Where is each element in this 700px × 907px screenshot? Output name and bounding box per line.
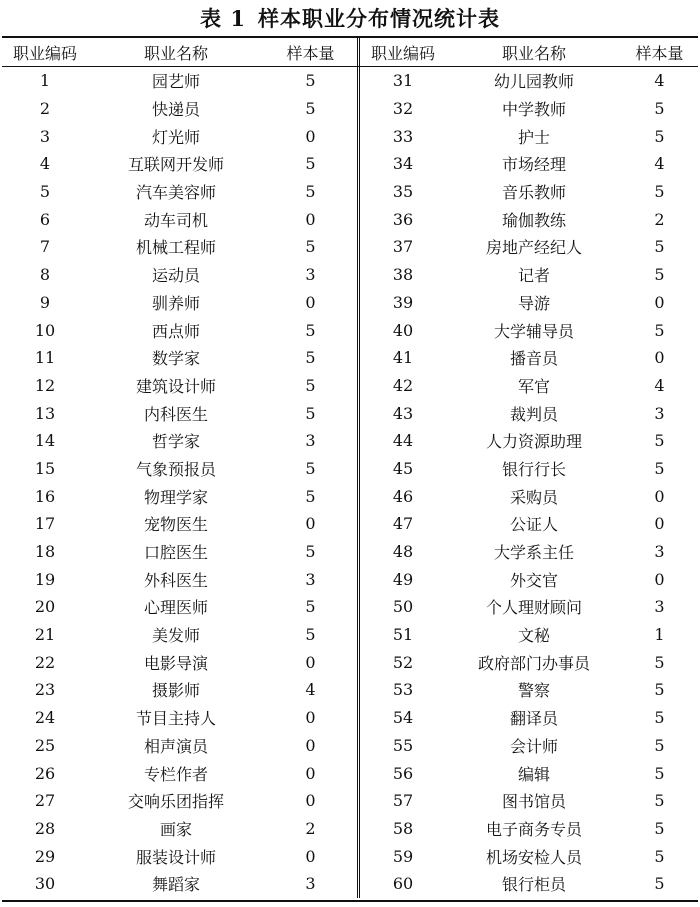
- right-name-cell: 银行柜员: [501, 875, 566, 895]
- right-name-cell: 个人理财顾问: [485, 598, 582, 618]
- right-name-cell: 银行行长: [501, 459, 566, 479]
- left-count-cell: 3: [264, 261, 360, 289]
- left-code-cell: 1: [39, 71, 51, 91]
- occupation-table: [2, 36, 698, 902]
- right-count-cell: 5: [654, 182, 665, 202]
- right-code-cell: 37: [392, 237, 414, 257]
- right-code-cell: 34: [392, 154, 414, 174]
- right-name-cell: 护士: [517, 127, 550, 147]
- right-name-cell: 大学系主任: [493, 543, 574, 563]
- left-count-cell: 5: [264, 233, 360, 261]
- right-count-cell: 0: [654, 514, 665, 534]
- right-count-cell: 5: [654, 680, 665, 700]
- right-code-cell: 35: [392, 182, 414, 202]
- table-row: [2, 870, 698, 898]
- right-name-cell: 中学教师: [501, 100, 566, 120]
- right-code-cell: 59: [392, 846, 414, 866]
- right-name-cell: 瑜伽教练: [501, 210, 566, 230]
- right-code-cell: 56: [392, 763, 414, 783]
- right-count-cell: 0: [654, 486, 665, 506]
- left-name-cell: 心理医师: [143, 598, 208, 618]
- header-name-left: 职业名称: [143, 43, 208, 63]
- left-code-cell: 23: [34, 680, 56, 700]
- table-row: [2, 482, 698, 510]
- left-count-cell: 5: [264, 593, 360, 621]
- left-name-cell: 宠物医生: [143, 515, 208, 535]
- right-count-cell: 5: [654, 99, 665, 119]
- left-count-cell: 0: [264, 842, 360, 870]
- right-code-cell: 50: [392, 597, 414, 617]
- table-row: [2, 372, 698, 400]
- left-count-cell: 3: [264, 565, 360, 593]
- right-name-cell: 大学辅导员: [493, 321, 574, 341]
- table-row: [2, 565, 698, 593]
- right-code-cell: 53: [392, 680, 414, 700]
- table-row: [2, 815, 698, 843]
- left-code-cell: 25: [34, 735, 56, 755]
- right-code-cell: 44: [392, 431, 414, 451]
- left-code-cell: 28: [34, 818, 56, 838]
- right-count-cell: 4: [654, 375, 665, 395]
- left-code-cell: 20: [34, 597, 56, 617]
- left-name-cell: 内科医生: [143, 404, 208, 424]
- right-code-cell: 39: [392, 292, 414, 312]
- right-name-cell: 记者: [517, 266, 550, 286]
- right-count-cell: 4: [654, 154, 665, 174]
- right-name-cell: 播音员: [509, 349, 558, 369]
- table-row: [2, 676, 698, 704]
- right-name-cell: 会计师: [509, 736, 558, 756]
- right-name-cell: 外交官: [509, 570, 558, 590]
- right-name-cell: 文秘: [517, 626, 550, 646]
- left-code-cell: 7: [39, 237, 51, 257]
- right-code-cell: 60: [392, 874, 414, 894]
- left-code-cell: 19: [34, 569, 56, 589]
- left-name-cell: 摄影师: [151, 681, 200, 701]
- right-code-cell: 45: [392, 458, 414, 478]
- right-name-cell: 电子商务专员: [485, 819, 582, 839]
- left-name-cell: 物理学家: [143, 487, 208, 507]
- right-count-cell: 3: [654, 403, 665, 423]
- left-count-cell: 5: [264, 372, 360, 400]
- left-name-cell: 数学家: [151, 349, 200, 369]
- left-name-cell: 哲学家: [151, 432, 200, 452]
- right-count-cell: 5: [654, 735, 665, 755]
- table-row: [2, 427, 698, 455]
- left-count-cell: 0: [264, 205, 360, 233]
- left-name-cell: 互联网开发师: [127, 155, 224, 175]
- left-name-cell: 服装设计师: [135, 847, 216, 867]
- right-count-cell: 5: [654, 126, 665, 146]
- right-count-cell: 5: [654, 846, 665, 866]
- table-row: [2, 399, 698, 427]
- right-code-cell: 52: [392, 652, 414, 672]
- left-name-cell: 汽车美容师: [135, 183, 216, 203]
- right-count-cell: 5: [654, 763, 665, 783]
- right-code-cell: 36: [392, 209, 414, 229]
- left-name-cell: 园艺师: [151, 72, 200, 92]
- left-name-cell: 建筑设计师: [135, 376, 216, 396]
- right-name-cell: 市场经理: [501, 155, 566, 175]
- left-name-cell: 电影导演: [143, 653, 208, 673]
- left-count-cell: 5: [264, 316, 360, 344]
- right-count-cell: 0: [654, 348, 665, 368]
- right-code-cell: 57: [392, 791, 414, 811]
- right-name-cell: 采购员: [509, 487, 558, 507]
- right-count-cell: 5: [654, 874, 665, 894]
- table-row: [2, 732, 698, 760]
- right-code-cell: 33: [392, 126, 414, 146]
- right-name-cell: 图书馆员: [501, 792, 566, 812]
- table-row: [2, 455, 698, 483]
- right-count-cell: 0: [654, 569, 665, 589]
- right-name-cell: 翻译员: [509, 709, 558, 729]
- left-name-cell: 节目主持人: [135, 709, 216, 729]
- right-count-cell: 0: [654, 292, 665, 312]
- left-code-cell: 4: [39, 154, 51, 174]
- right-name-cell: 机场安检人员: [485, 847, 582, 867]
- right-count-cell: 5: [654, 320, 665, 340]
- left-name-cell: 驯养师: [151, 293, 200, 313]
- header-name-right: 职业名称: [501, 43, 566, 63]
- right-code-cell: 31: [392, 71, 414, 91]
- right-count-cell: 5: [654, 265, 665, 285]
- right-code-cell: 41: [392, 348, 414, 368]
- right-count-cell: 3: [654, 597, 665, 617]
- left-code-cell: 27: [34, 791, 56, 811]
- table-header-row: [2, 38, 698, 67]
- right-count-cell: 5: [654, 818, 665, 838]
- right-count-cell: 5: [654, 708, 665, 728]
- left-code-cell: 26: [34, 763, 56, 783]
- left-code-cell: 13: [34, 403, 56, 423]
- left-count-cell: 5: [264, 95, 360, 123]
- left-code-cell: 15: [34, 458, 56, 478]
- left-name-cell: 美发师: [151, 626, 200, 646]
- left-code-cell: 10: [34, 320, 56, 340]
- right-count-cell: 5: [654, 652, 665, 672]
- left-name-cell: 交响乐团指挥: [127, 792, 224, 812]
- table-row: [2, 205, 698, 233]
- left-name-cell: 西点师: [151, 321, 200, 341]
- left-count-cell: 5: [264, 621, 360, 649]
- table-row: [2, 621, 698, 649]
- table-row: [2, 510, 698, 538]
- left-code-cell: 9: [39, 292, 51, 312]
- left-name-cell: 机械工程师: [135, 238, 216, 258]
- right-name-cell: 警察: [517, 681, 550, 701]
- left-code-cell: 17: [34, 514, 56, 534]
- right-code-cell: 55: [392, 735, 414, 755]
- right-name-cell: 房地产经纪人: [485, 238, 582, 258]
- right-count-cell: 5: [654, 791, 665, 811]
- table-row: [2, 178, 698, 206]
- left-count-cell: 5: [264, 178, 360, 206]
- right-code-cell: 54: [392, 708, 414, 728]
- left-code-cell: 16: [34, 486, 56, 506]
- left-count-cell: 0: [264, 732, 360, 760]
- table-number: 表 1: [200, 6, 246, 31]
- header-code-right: 职业编码: [370, 43, 435, 63]
- right-code-cell: 46: [392, 486, 414, 506]
- left-count-cell: 5: [264, 538, 360, 566]
- left-count-cell: 5: [264, 67, 360, 95]
- left-code-cell: 24: [34, 708, 56, 728]
- table-row: [2, 787, 698, 815]
- left-count-cell: 5: [264, 482, 360, 510]
- table-row: [2, 67, 698, 95]
- header-code-left: 职业编码: [12, 43, 77, 63]
- table-row: [2, 95, 698, 123]
- left-name-cell: 快递员: [151, 100, 200, 120]
- left-count-cell: 5: [264, 150, 360, 178]
- left-code-cell: 6: [39, 209, 51, 229]
- right-name-cell: 裁判员: [509, 404, 558, 424]
- left-code-cell: 3: [39, 126, 51, 146]
- left-code-cell: 29: [34, 846, 56, 866]
- table-row: [2, 538, 698, 566]
- table-row: [2, 122, 698, 150]
- left-code-cell: 12: [34, 375, 56, 395]
- left-count-cell: 3: [264, 870, 360, 898]
- left-count-cell: 4: [264, 676, 360, 704]
- left-count-cell: 0: [264, 648, 360, 676]
- left-name-cell: 舞蹈家: [151, 875, 200, 895]
- right-code-cell: 48: [392, 542, 414, 562]
- right-code-cell: 58: [392, 818, 414, 838]
- table-caption: 样本职业分布情况统计表: [257, 6, 500, 31]
- left-count-cell: 0: [264, 122, 360, 150]
- table-row: [2, 593, 698, 621]
- left-name-cell: 灯光师: [151, 127, 200, 147]
- right-count-cell: 5: [654, 237, 665, 257]
- left-count-cell: 3: [264, 427, 360, 455]
- right-name-cell: 公证人: [509, 515, 558, 535]
- table-row: [2, 289, 698, 317]
- table-row: [2, 759, 698, 787]
- left-name-cell: 气象预报员: [135, 459, 216, 479]
- table-row: [2, 316, 698, 344]
- table-row: [2, 704, 698, 732]
- left-code-cell: 14: [34, 431, 56, 451]
- table-row: [2, 150, 698, 178]
- left-count-cell: 0: [264, 759, 360, 787]
- table-title: [0, 4, 700, 34]
- table-row: [2, 261, 698, 289]
- right-count-cell: 3: [654, 542, 665, 562]
- left-name-cell: 专栏作者: [143, 764, 208, 784]
- left-code-cell: 2: [39, 99, 51, 119]
- header-count-left: 样本量: [264, 38, 360, 66]
- table-row: [2, 344, 698, 372]
- left-code-cell: 30: [34, 874, 56, 894]
- right-name-cell: 人力资源助理: [485, 432, 582, 452]
- right-count-cell: 2: [654, 209, 665, 229]
- left-code-cell: 8: [39, 265, 51, 285]
- left-name-cell: 相声演员: [143, 736, 208, 756]
- left-code-cell: 5: [39, 182, 51, 202]
- left-code-cell: 11: [34, 348, 56, 368]
- right-code-cell: 47: [392, 514, 414, 534]
- header-count-right: 样本量: [635, 43, 684, 63]
- right-name-cell: 音乐教师: [501, 183, 566, 203]
- left-name-cell: 运动员: [151, 266, 200, 286]
- left-name-cell: 外科医生: [143, 570, 208, 590]
- left-name-cell: 动车司机: [143, 210, 208, 230]
- table-row: [2, 842, 698, 870]
- table-row: [2, 233, 698, 261]
- right-code-cell: 40: [392, 320, 414, 340]
- left-count-cell: 5: [264, 399, 360, 427]
- right-code-cell: 49: [392, 569, 414, 589]
- left-code-cell: 18: [34, 542, 56, 562]
- left-name-cell: 口腔医生: [143, 543, 208, 563]
- table-body: [2, 67, 698, 899]
- right-count-cell: 1: [654, 625, 665, 645]
- right-count-cell: 5: [654, 458, 665, 478]
- right-count-cell: 5: [654, 431, 665, 451]
- right-code-cell: 43: [392, 403, 414, 423]
- right-code-cell: 42: [392, 375, 414, 395]
- table-row: [2, 648, 698, 676]
- left-count-cell: 0: [264, 704, 360, 732]
- right-name-cell: 导游: [517, 293, 550, 313]
- right-name-cell: 幼儿园教师: [493, 72, 574, 92]
- left-count-cell: 5: [264, 344, 360, 372]
- left-code-cell: 22: [34, 652, 56, 672]
- left-count-cell: 0: [264, 510, 360, 538]
- left-count-cell: 2: [264, 815, 360, 843]
- right-count-cell: 4: [654, 71, 665, 91]
- right-code-cell: 38: [392, 265, 414, 285]
- right-code-cell: 32: [392, 99, 414, 119]
- right-name-cell: 军官: [517, 376, 550, 396]
- left-name-cell: 画家: [159, 819, 192, 839]
- right-code-cell: 51: [392, 625, 414, 645]
- left-count-cell: 0: [264, 787, 360, 815]
- right-name-cell: 政府部门办事员: [477, 653, 590, 673]
- left-count-cell: 5: [264, 455, 360, 483]
- left-count-cell: 0: [264, 289, 360, 317]
- right-name-cell: 编辑: [517, 764, 550, 784]
- left-code-cell: 21: [34, 625, 56, 645]
